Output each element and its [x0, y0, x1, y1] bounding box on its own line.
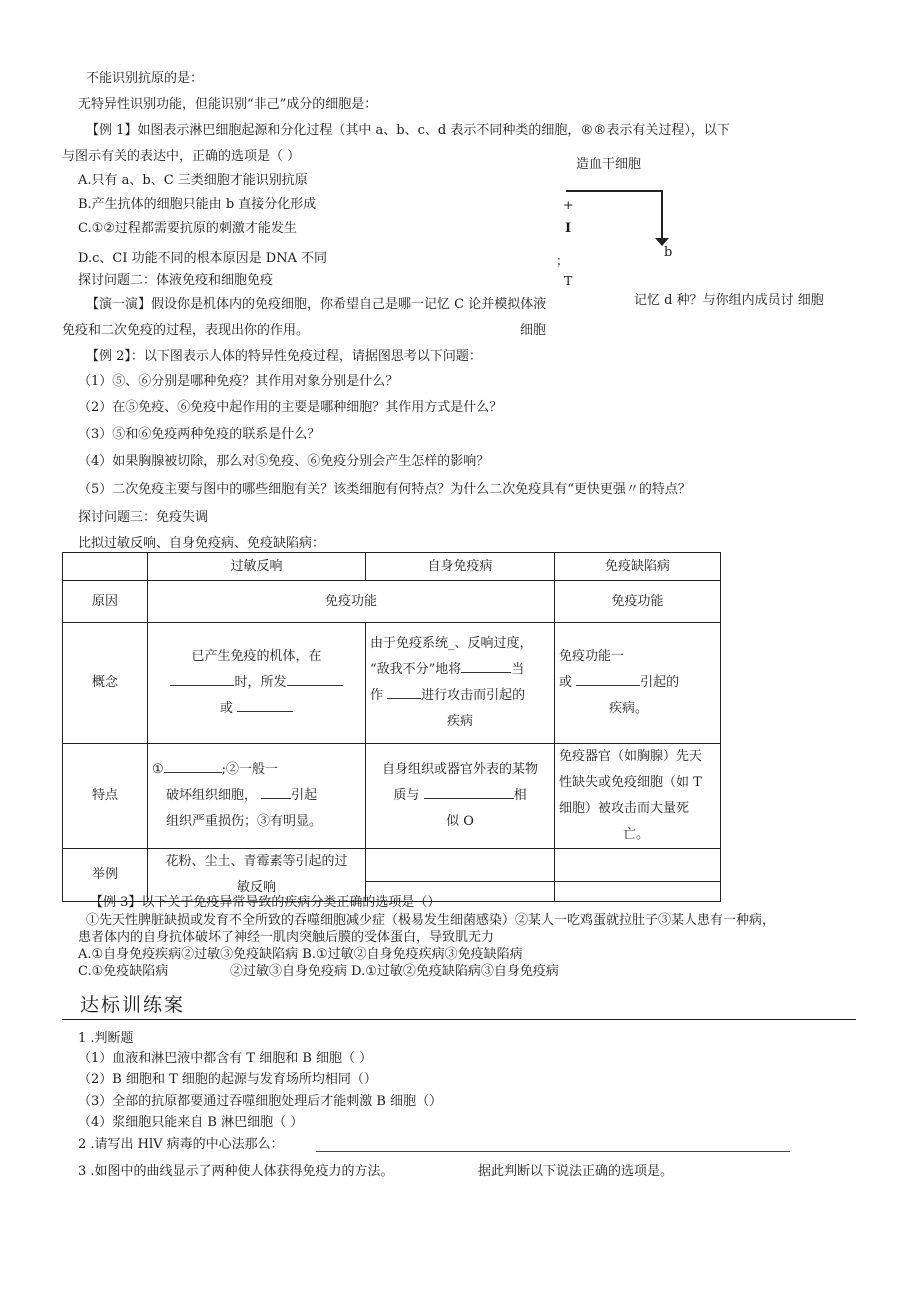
topic2-title: 探讨问题二：体液免疫和细胞免疫 [78, 273, 274, 288]
blank-field [261, 784, 291, 799]
row-label-example: 举例 [63, 849, 148, 902]
row-label-concept: 概念 [63, 623, 148, 744]
diagram-connector-horizontal [566, 190, 663, 192]
training-q2-answer-line [316, 1151, 790, 1152]
feature-allergy-text-2b: 引起 [291, 788, 318, 803]
row-label-cause: 原因 [63, 581, 148, 623]
example1-stem-2: 与图示有关的表达中，正确的选项是（ ） [62, 149, 301, 164]
feature-deficiency [555, 744, 721, 849]
example2-question-1: （1）⑤、⑥分别是哪种免疫？其作用对象分别是什么？ [78, 374, 399, 389]
blank-field [461, 658, 511, 673]
concept-def-text-2: 或 [559, 675, 573, 690]
training-q3-part-1: 3 .如图中的曲线显示了两种使人体获得免疫力的方法。 [78, 1164, 394, 1179]
table-row-example-a [63, 849, 721, 882]
example1-option-b: B.产生抗体的细胞只能由 b 直接分化形成 [78, 197, 317, 212]
feature-autoimmune [366, 744, 555, 849]
intro-line-2: 无特异性识别功能，但能识别“非己”成分的细胞是： [78, 97, 378, 112]
table-header-deficiency: 免疫缺陷病 [555, 553, 721, 581]
concept-def-line-2 [559, 670, 716, 696]
example3-stem: 【例 3】以下关于免疫异常导致的疾病分类正确的选项是（） [90, 895, 441, 910]
diagram-stem-cell-label: 造血干细胞 [576, 157, 642, 172]
concept-auto-line-4: 疾病 [446, 714, 473, 729]
concept-autoimmune [366, 623, 555, 744]
diagram-t-mark: T [564, 273, 573, 288]
diagram-cell-b-label: b [664, 245, 673, 260]
feature-auto-line-2 [370, 783, 550, 809]
feature-allergy-text-1b: ;②一般一 [221, 762, 279, 777]
training-q1-item-1: （1）血液和淋巴液中都含有 T 细胞和 B 细胞（ ） [78, 1051, 373, 1066]
feature-allergy-line-3: 组织严重损伤；③有明显。 [166, 814, 323, 829]
feature-auto-line-1: 自身组织或器官外表的某物 [381, 762, 538, 777]
example2-stem: 【例 2】：以下图表示人体的特异性免疫过程，请据图思考以下问题： [86, 349, 482, 364]
blank-field [287, 671, 343, 686]
concept-allergy-line-2 [152, 670, 361, 696]
blank-field [576, 671, 640, 686]
feature-auto-line-3: 似 O [446, 814, 474, 829]
example1-option-c: C.①②过程都需要抗原的刺激才能发生 [78, 221, 297, 236]
cause-deficiency: 免疫功能 [555, 581, 721, 623]
concept-auto-line-2 [370, 657, 550, 683]
diagram-plus-mark: + [563, 197, 574, 212]
example3-option-c: C.①免疫缺陷病 [78, 964, 169, 979]
diagram-bar-mark: I [565, 221, 572, 236]
table-row-concept [63, 623, 721, 744]
topic3-compare-intro: 比拟过敏反响、自身免疫病、免疫缺陷病： [78, 536, 326, 551]
concept-allergy-line-3 [152, 696, 361, 722]
example-deficiency [555, 849, 721, 882]
example1-option-d: D.c、CI 功能不同的根本原因是 DNA 不同 [78, 251, 328, 266]
cause-allergy-autoimmune: 免疫功能 [148, 581, 555, 623]
row-label-feature: 特点 [63, 744, 148, 849]
practice-side-text-1: 记忆 d 种？与你组内成员讨 细胞 [634, 293, 824, 308]
comparison-table [62, 552, 721, 902]
example-allergy-line-2: 敏反响 [236, 880, 276, 895]
practice-line-2: 免疫和二次免疫的过程，表现出你的作用。 [62, 323, 310, 338]
example3-options-cd: ②过敏③自身免疫病 D.①过敏②免疫缺陷病③自身免疫病 [230, 964, 559, 979]
concept-auto-text-2: “敌我不分”地将 [370, 662, 462, 677]
feature-allergy-text-1a: ① [152, 762, 164, 777]
training-q1-item-2: （2）B 细胞和 T 细胞的起源与发育场所均相同（） [78, 1072, 377, 1087]
concept-auto-text-3: 作 [370, 688, 384, 703]
example3-body-1: ①先天性脾脏缺损或发育不全所致的吞噬细胞减少症（极易发生细菌感染）②某人一吃鸡蛋就拉肚子③某人患有一种病， [86, 913, 776, 928]
concept-allergy-text-3: 或 [219, 701, 233, 716]
blank-field [170, 671, 234, 686]
blank-field [424, 784, 514, 799]
feature-allergy [148, 744, 366, 849]
table-row-cause [63, 581, 721, 623]
feature-def-line-2: 性缺失或免疫细胞（如 T [559, 775, 702, 790]
feature-allergy-text-2a: 破坏组织细胞， [166, 788, 258, 803]
intro-line-1: 不能识别抗原的是： [86, 71, 204, 86]
practice-side-text-2: 细胞 [520, 323, 547, 338]
training-q2: 2 .请写出 HlV 病毒的中心法那么： [78, 1137, 284, 1152]
example-deficiency-extra [555, 882, 721, 902]
concept-auto-text-2b: 当 [511, 662, 525, 677]
feature-def-line-1: 免疫器官（如胸腺）先天 [559, 749, 703, 764]
feature-auto-text-2b: 相 [513, 788, 527, 803]
blank-field [237, 697, 293, 712]
diagram-connector-vertical [661, 190, 663, 242]
example1-option-a: A.只有 a、b、C 三类细胞才能识别抗原 [78, 173, 308, 188]
practice-line-1: 【演一演】假设你是机体内的免疫细胞，你希望自己是哪一记忆 C 论并模拟体液 [86, 297, 547, 312]
example1-stem-1: 【例 1】如图表示淋巴细胞起源和分化过程（其中 a、b、c、d 表示不同种类的细胞，®®表示有关过程），以下 [86, 123, 730, 138]
example-allergy-line-1: 花粉、尘土、青霉素等引起的过 [165, 854, 348, 869]
topic3-title: 探讨问题三：免疫失调 [78, 510, 209, 525]
example2-question-4: （4）如果胸腺被切除，那么对⑤免疫、⑥免疫分别会产生怎样的影响？ [78, 454, 490, 469]
table-row-feature [63, 744, 721, 849]
feature-allergy-line-1 [152, 757, 361, 783]
example2-question-2: （2）在⑤免疫、⑥免疫中起作用的主要是哪种细胞？其作用方式是什么？ [78, 400, 503, 415]
feature-auto-text-2a: 质与 [393, 788, 420, 803]
concept-allergy-line-1: 已产生免疫的机体，在 [191, 649, 322, 664]
concept-allergy-text-2: 时，所发 [234, 675, 287, 690]
concept-allergy [148, 623, 366, 744]
concept-deficiency [555, 623, 721, 744]
table-header-autoimmune: 自身免疫病 [366, 553, 555, 581]
table-header-corner [63, 553, 148, 581]
example3-body-2: 患者体内的自身抗体破坏了神经一肌肉突触后膜的受体蛋白，导致肌无力 [78, 930, 495, 945]
concept-auto-line-1: 由于免疫系统_、反响过度， [370, 636, 533, 651]
training-q1-item-4: （4）浆细胞只能来自 B 淋巴细胞（ ） [78, 1115, 304, 1130]
example2-question-3: （3）⑤和⑥免疫两种免疫的联系是什么？ [78, 427, 321, 442]
training-q3-part-2: 据此判断以下说法正确的选项是。 [478, 1164, 674, 1179]
example3-options-ab: A.①自身免疫疾病②过敏③免疫缺陷病 B.①过敏②自身免疫疾病③免疫缺陷病 [78, 947, 523, 962]
feature-def-line-3: 细胞）被攻击而大量死 [559, 801, 690, 816]
concept-def-text-2b: 引起的 [640, 675, 680, 690]
training-q1-item-3: （3）全部的抗原都要通过吞噬细胞处理后才能刺激 B 细胞（） [78, 1094, 443, 1109]
training-divider [62, 1019, 856, 1020]
training-title: 达标训练案 [80, 994, 186, 1016]
concept-auto-text-3b: 进行攻击而引起的 [421, 688, 526, 703]
concept-auto-line-3 [370, 683, 550, 709]
feature-def-line-4: 亡。 [623, 827, 650, 842]
example-autoimmune [366, 849, 555, 882]
example2-question-5: （5）二次免疫主要与图中的哪些细胞有关？该类细胞有何特点？为什么二次免疫具有“更快更强〃的特点？ [78, 482, 691, 497]
diagram-semicolon-mark: ； [556, 253, 569, 268]
training-q1-title: 1 .判断题 [78, 1031, 134, 1046]
concept-def-line-3: 疾病。 [609, 701, 649, 716]
table-header-allergy: 过敏反响 [148, 553, 366, 581]
blank-field [164, 758, 222, 773]
feature-allergy-line-2 [152, 783, 361, 809]
blank-field [387, 684, 421, 699]
concept-def-line-1: 免疫功能一 [559, 649, 625, 664]
table-header-row [63, 553, 721, 581]
